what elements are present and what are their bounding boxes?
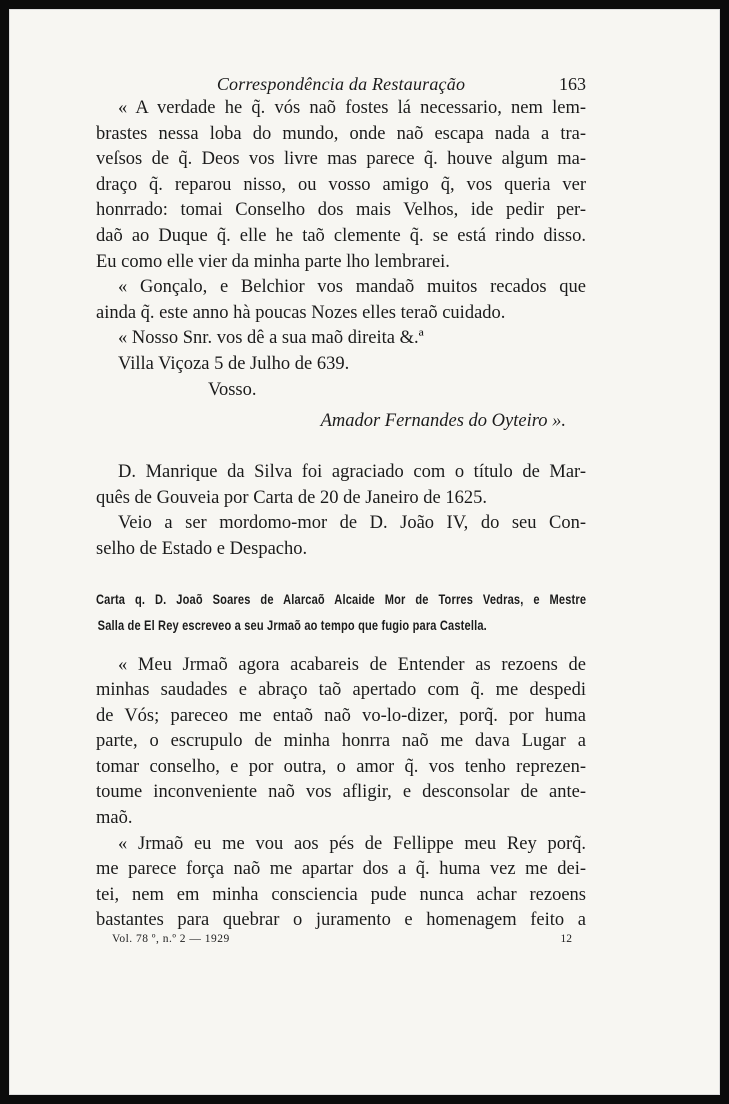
page-number: 163 — [559, 74, 586, 94]
signature: Amador Fernandes do Oyteiro ». — [320, 411, 566, 432]
text-line: veſsos de q̃. Deos vos livre mas parece q̃. houve algum ma- — [96, 149, 586, 170]
text-line: ainda q̃. este anno hà poucas Nozes elles teraõ cuidado. — [96, 302, 506, 323]
heading-line: Salla de El Rey escreveo a seu Jrmaõ ao tempo que fugio para Castella. — [97, 617, 487, 633]
letter-2-paragraph-1 — [96, 653, 586, 832]
text-line: de Vós; pareceo me entaõ naõ vo-lo-dizer, porq̃. por huma — [96, 705, 586, 726]
letter-2-paragraph-2 — [96, 832, 586, 934]
text-line: « A verdade he q̃. vós naõ fostes lá necessario, nem lem- — [118, 98, 586, 118]
text-line: tomar conselho, e por outra, o amor q̃. vos tenho reprezen- — [96, 756, 586, 777]
text-line: Veio a ser mordomo-mor de D. João IV, do seu Con- — [118, 513, 586, 534]
closing: Vosso. — [208, 379, 257, 400]
text-line: tei, nem em minha consciencia pude nunca achar rezoens — [96, 884, 586, 905]
text-line: quês de Gouveia por Carta de 20 de Janeiro de 1625. — [96, 487, 487, 508]
text-line: minhas saudades e abraço taõ apertado com q̃. me despedi — [96, 680, 586, 701]
text-line: parte, o escrupulo de minha honrra naõ me dava Lugar a — [96, 731, 586, 752]
running-title: Correspondência da Restauração — [216, 74, 466, 94]
letter-1 — [96, 96, 586, 434]
text-line: honrrado: tomai Conselho dos mais Velhos, ide pedir per- — [96, 200, 586, 221]
letter-1-paragraph-3 — [96, 326, 586, 403]
text-line: maõ. — [96, 808, 133, 829]
note-paragraph-1 — [96, 460, 586, 511]
page-content — [96, 66, 586, 934]
text-line: daõ ao Duque q̃. elle he taõ clemente q̃. se está rindo disso. — [96, 225, 586, 246]
letter-1-paragraph-2 — [96, 275, 586, 326]
note-paragraph-2 — [96, 511, 586, 562]
text-line: bastantes para quebrar o juramento e homenagem feito a — [96, 910, 586, 931]
text-line: « Nosso Snr. vos dê a sua maõ direita &.ª — [118, 328, 424, 349]
text-line: « Gonçalo, e Belchior vos mandaõ muitos recados que — [118, 277, 586, 298]
text-line: brastes nessa loba do mundo, onde naõ escapa nada a tra- — [96, 123, 586, 144]
letter-2 — [96, 653, 586, 935]
running-header — [96, 66, 586, 96]
editorial-note — [96, 460, 586, 562]
text-line: me parece força naõ me apartar dos a q̃. huma vez me dei- — [96, 859, 586, 880]
text-line: draço q̃. reparou nisso, ou vosso amigo q̃, vos queria ver — [96, 174, 586, 195]
text-line: toume inconveniente naõ vos afligir, e desconsolar de ante- — [96, 782, 586, 803]
volume-info: Vol. 78 º, n.º 2 — 1929 — [112, 933, 230, 945]
signature-mark: 12 — [560, 933, 572, 945]
text-line: « Jrmaõ eu me vou aos pés de Fellippe meu Rey porq̃. — [118, 833, 586, 854]
letter-heading — [96, 587, 586, 639]
letter-1-paragraph-1 — [96, 96, 586, 275]
heading-line: Carta q. D. Joaõ Soares de Alarcaõ Alcaide Mor de Torres Vedras, e Mestre — [96, 591, 587, 607]
text-line: Eu como elle vier da minha parte lho lembrarei. — [96, 251, 450, 272]
text-line: selho de Estado e Despacho. — [96, 538, 308, 559]
text-line: « Meu Jrmaõ agora acabareis de Entender as rezoens de — [118, 654, 586, 675]
text-line: D. Manrique da Silva foi agraciado com o título de Mar- — [118, 462, 586, 483]
dateline: Villa Viçoza 5 de Julho de 639. — [118, 353, 350, 374]
